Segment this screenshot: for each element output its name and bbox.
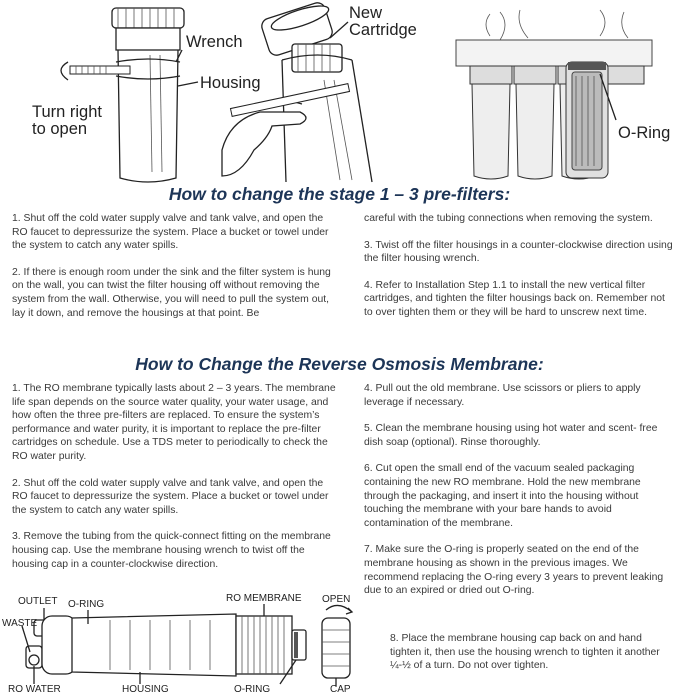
heading-prefilters: How to change the stage 1 – 3 pre-filters:: [168, 184, 511, 204]
label-o-ring-top: O-RING: [68, 599, 105, 610]
label-wrench: Wrench: [186, 33, 243, 51]
membrane-left-column: [12, 382, 338, 584]
membrane-step-2: 2. Shut off the cold water supply valve and tank valve, and open the RO faucet to depressurize the system. Place a bucket or towel under the system to catch any water spills.: [12, 477, 329, 516]
label-cap: CAP: [330, 684, 351, 695]
label-ro-water: RO WATER: [8, 684, 61, 695]
prefilters-step-2-continued: careful with the tubing connections when removing the system.: [364, 213, 653, 224]
prefilters-step-2: 2. If there is enough room under the sink and the filter system is hung on the wall, you can twist the filter housing off without removing the system from the wall. Otherwise, you will need to pull the system out, lay it down, and remove the housings at that point. Be: [12, 266, 331, 319]
prefilters-right-column: [364, 212, 674, 333]
membrane-step-1: 1. The RO membrane typically lasts about 2 – 3 years. The membrane life span depends on the source water quality, your water usage, and how often the three pre-filters are replaced. To ensure the system’s performance and water purity, it is important to replace the pre-filter cartridges on schedule. Use a TDS meter to periodically to check the RO water purity.: [12, 383, 336, 462]
label-o-ring: O-Ring: [618, 124, 671, 142]
label-open: OPEN: [322, 594, 351, 605]
membrane-step-3: 3. Remove the tubing from the quick-connect fitting on the membrane housing cap. Use the membrane housing wrench to twist off the housing cap in a counter-clockwise direction.: [12, 531, 331, 570]
label-new-cartridge: New Cartridge: [349, 4, 417, 40]
heading-ro-membrane: How to Change the Reverse Osmosis Membrane:: [135, 354, 544, 374]
prefilters-left-column: [12, 212, 338, 333]
label-waste: WASTE: [2, 618, 38, 629]
wrench-drawing: [61, 59, 180, 80]
prefilters-step-3: 3. Twist off the filter housings in a counter-clockwise direction using the filter housing wrench.: [364, 239, 673, 265]
membrane-step-4: 4. Pull out the old membrane. Use scissors or pliers to apply leverage if necessary.: [364, 383, 641, 408]
label-outlet: OUTLET: [18, 596, 58, 607]
membrane-step-7: 7. Make sure the O-ring is properly seated on the end of the membrane housing as shown in the previous images. We recommend replacing the O-ring every 3 years to prevent leaking due to an expired or dried out O-ring.: [364, 544, 664, 597]
label-housing-bottom: HOUSING: [122, 684, 169, 695]
membrane-step-5: 5. Clean the membrane housing using hot water and scent- free dish soap (optional). Rinse thoroughly.: [364, 423, 658, 448]
prefilters-step-4: 4. Refer to Installation Step 1.1 to install the new vertical filter cartridges, and tighten the filter housings back on. Remember not to over tighten them or they will be hard to unscrew next time.: [364, 279, 665, 318]
membrane-right-column: [364, 382, 674, 611]
membrane-step-6: 6. Cut open the small end of the vacuum sealed packaging containing the new RO membrane. Hold the new membrane through the packaging, and insert it into the housing without touching the membrane with your bare hands to avoid contamination of the membrane.: [364, 463, 641, 529]
membrane-step-8: 8. Place the membrane housing cap back on and hand tighten it, then use the housing wrench to tighten it another ¼-½ of a turn. Do not over tighten.: [390, 633, 660, 672]
label-ro-membrane: RO MEMBRANE: [226, 593, 302, 604]
label-o-ring-bottom: O-RING: [234, 684, 271, 695]
filter-housing-drawing: [112, 8, 184, 182]
label-turn-right-to-open: Turn right to open: [32, 103, 102, 139]
ro-system-drawing: [456, 10, 652, 179]
prefilters-step-1: 1. Shut off the cold water supply valve and tank valve, and open the RO faucet to depressurize the system. Place a bucket or towel under the system to catch any water spills.: [12, 213, 329, 252]
label-housing: Housing: [200, 74, 261, 92]
